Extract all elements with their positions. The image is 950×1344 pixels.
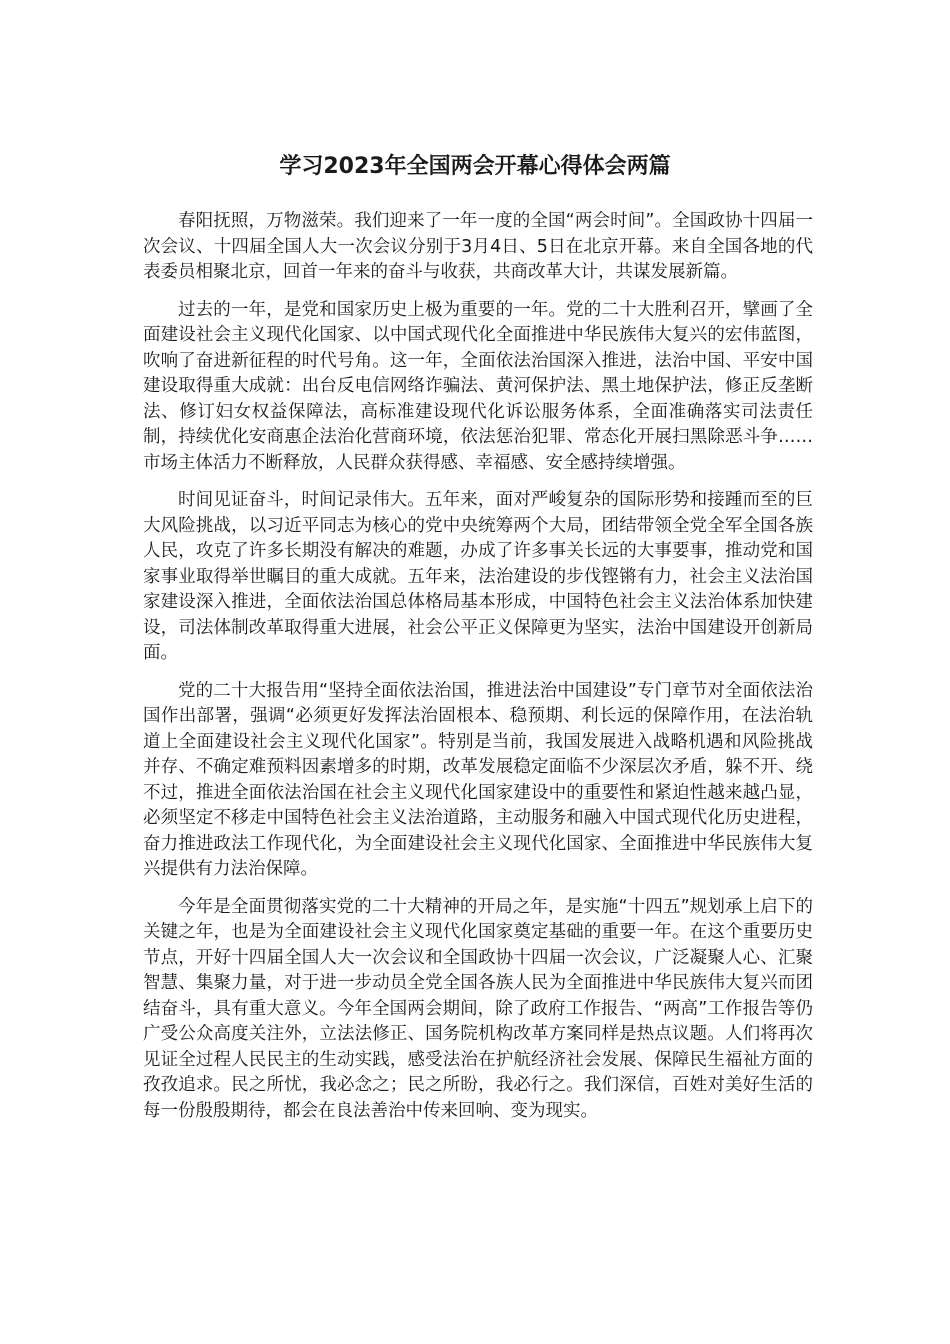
paragraph-4: 党的二十大报告用“坚持全面依法治国，推进法治中国建设”专门章节对全面依法治国作出部署，强调“必须更好发挥法治固根本、稳预期、利长远的保障作用，在法治轨道上全面建设社会主义现代化国家”。特别是当前，我国发展进入战略机遇和风险挑战并存、不确定难预料因素增多的时期，改革发展稳定面临不少深层次矛盾，躲不开、绕不过，推进全面依法治国在社会主义现代化国家建设中的重要性和紧迫性越来越凸显，必须坚定不移走中国特色社会主义法治道路，主动服务和融入中国式现代化历史进程，奋力推进政法工作现代化，为全面建设社会主义现代化国家、全面推进中华民族伟大复兴提供有力法治保障。 [143,680,813,879]
page-title: 学习2023年全国两会开幕心得体会两篇 [279,154,671,179]
paragraph-5: 今年是全面贯彻落实党的二十大精神的开局之年，是实施“十四五”规划承上启下的关键之年，也是为全面建设社会主义现代化国家奠定基础的重要一年。在这个重要历史节点，开好十四届全国人大一次会议和全国政协十四届一次会议，广泛凝聚人心、汇聚智慧、集聚力量，对于进一步动员全党全国各族人民为全面推进中华民族伟大复兴而团结奋斗，具有重大意义。今年全国两会期间，除了政府工作报告、“两高”工作报告等仍广受公众高度关注外，立法法修正、国务院机构改革方案同样是热点议题。人们将再次见证全过程人民民主的生动实践，感受法治在护航经济社会发展、保障民生福祉方面的孜孜追求。民之所忧，我必念之；民之所盼，我必行之。我们深信，百姓对美好生活的每一份殷殷期待，都会在良法善治中传来回响、变为现实。 [143,896,813,1121]
paragraph-3: 时间见证奋斗，时间记录伟大。五年来，面对严峻复杂的国际形势和接踵而至的巨大风险挑战，以习近平同志为核心的党中央统筹两个大局，团结带领全党全军全国各族人民，攻克了许多长期没有解决的难题，办成了许多事关长远的大事要事，推动党和国家事业取得举世瞩目的重大成就。五年来，法治建设的步伐铿锵有力，社会主义法治国家建设深入推进，全面依法治国总体格局基本形成，中国特色社会主义法治体系加快建设，司法体制改革取得重大进展，社会公平正义保障更为坚实，法治中国建设开创新局面。 [143,490,813,663]
paragraph-1: 春阳抚照，万物滋荣。我们迎来了一年一度的全国“两会时间”。全国政协十四届一次会议、十四届全国人大一次会议分别于3月4日、5日在北京开幕。来自全国各地的代表委员相聚北京，回首一年来的奋斗与收获，共商改革大计，共谋发展新篇。 [143,211,813,282]
paragraph-2: 过去的一年，是党和国家历史上极为重要的一年。党的二十大胜利召开，擘画了全面建设社会主义现代化国家、以中国式现代化全面推进中华民族伟大复兴的宏伟蓝图，吹响了奋进新征程的时代号角。这一年，全面依法治国深入推进，法治中国、平安中国建设取得重大成就：出台反电信网络诈骗法、黄河保护法、黑土地保护法，修正反垄断法、修订妇女权益保障法，高标准建设现代化诉讼服务体系，全面准确落实司法责任制，持续优化安商惠企法治化营商环境，依法惩治犯罪、常态化开展扫黑除恶斗争……市场主体活力不断释放，人民群众获得感、幸福感、安全感持续增强。 [143,299,813,473]
document-body [143,209,813,1136]
